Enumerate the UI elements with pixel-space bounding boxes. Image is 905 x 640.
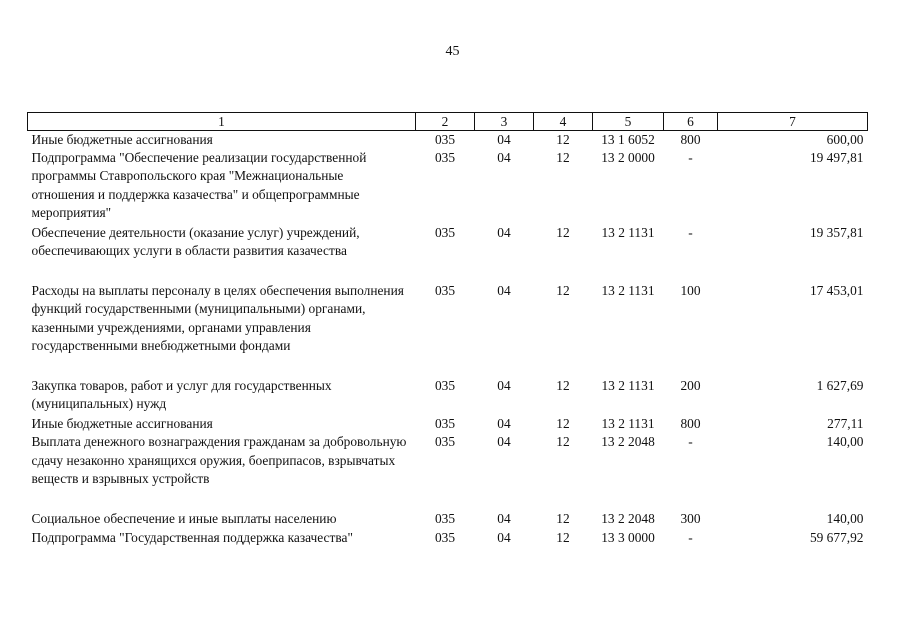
table-row [28,131,868,150]
row-code-2: 035 [434,225,456,241]
row-code-5: 13 2 1131 [601,225,655,241]
row-name: Закупка товаров, работ и услуг для государственных (муниципальных) нужд [31,378,332,412]
row-code-6: 800 [680,132,701,147]
row-code-2: 035 [434,511,456,527]
row-amount: 19 497,81 [809,150,864,166]
table-row [28,224,868,282]
row-code-6: 800 [680,416,701,432]
row-code-3: 04 [497,283,511,299]
row-code-5: 13 2 1131 [601,378,655,394]
row-code-4: 12 [556,416,570,432]
row-code-5: 13 2 1131 [601,416,655,432]
row-amount: 277,11 [827,416,864,432]
row-code-2: 035 [434,416,456,432]
row-code-2: 035 [434,529,456,545]
table-row [28,433,868,510]
row-code-3: 04 [497,529,511,545]
row-code-3: 04 [497,511,511,527]
row-code-6: 300 [680,511,701,527]
row-code-5: 13 3 0000 [601,529,655,545]
row-code-6: - [688,150,693,166]
row-code-3: 04 [497,150,511,166]
row-code-4: 12 [556,132,570,147]
row-code-2: 035 [434,132,456,147]
table-row [28,377,868,415]
row-code-4: 12 [556,225,570,241]
column-header-4: 4 [534,113,593,131]
row-name: Обеспечение деятельности (оказание услуг) учреждений, обеспечивающих услуги в области развития казачества [31,225,360,259]
row-code-6: 100 [680,283,701,299]
row-name: Подпрограмма "Обеспечение реализации государственной программы Ставропольского края "Межнациональные отношения и поддержка казачества" и общепрограммные мероприятия" [31,150,367,220]
page-number: 45 [445,44,460,59]
row-name: Иные бюджетные ассигнования [31,132,213,147]
row-amount: 59 677,92 [809,529,864,545]
row-code-2: 035 [434,150,456,166]
table-row [28,510,868,528]
row-code-4: 12 [556,511,570,527]
row-code-2: 035 [434,434,456,450]
column-header-5: 5 [593,113,664,131]
row-amount: 600,00 [826,132,864,147]
row-code-3: 04 [497,416,511,432]
row-code-5: 13 2 1131 [601,283,655,299]
row-code-4: 12 [556,150,570,166]
row-code-6: - [688,529,693,545]
row-code-4: 12 [556,434,570,450]
table-row [28,529,868,547]
row-amount: 19 357,81 [809,225,864,241]
column-header-7: 7 [718,113,868,131]
row-code-3: 04 [497,132,511,147]
row-name: Подпрограмма "Государственная поддержка казачества" [31,529,353,545]
column-header-1: 1 [28,113,416,131]
row-code-6: - [688,434,693,450]
table-body [28,131,868,547]
row-code-5: 13 2 2048 [601,511,655,527]
table-row [28,282,868,377]
column-header-6: 6 [664,113,718,131]
row-code-4: 12 [556,283,570,299]
row-name: Расходы на выплаты персоналу в целях обеспечения выполнения функций государственными (муниципальными) органами, казенными учреждениями, органами управления государственными внебюджетными фондами [31,283,404,353]
row-code-3: 04 [497,225,511,241]
row-name: Социальное обеспечение и иные выплаты населению [31,511,337,527]
budget-table [27,112,868,547]
row-code-5: 13 2 2048 [601,434,655,450]
row-amount: 140,00 [826,434,864,450]
row-code-2: 035 [434,378,456,394]
row-code-5: 13 1 6052 [601,132,655,147]
table-row [28,149,868,224]
row-amount: 1 627,69 [816,378,864,394]
row-code-4: 12 [556,378,570,394]
row-code-6: 200 [680,378,701,394]
row-amount: 140,00 [826,511,864,527]
row-code-2: 035 [434,283,456,299]
column-header-2: 2 [416,113,475,131]
row-name: Выплата денежного вознаграждения гражданам за добровольную сдачу незаконно хранящихся оружия, боеприпасов, взрывчатых веществ и взрывных устройств [31,434,407,486]
column-header-3: 3 [475,113,534,131]
row-code-3: 04 [497,434,511,450]
row-code-6: - [688,225,693,241]
row-name: Иные бюджетные ассигнования [31,416,213,432]
row-code-5: 13 2 0000 [601,150,655,166]
header-row [28,113,868,131]
row-code-3: 04 [497,378,511,394]
row-amount: 17 453,01 [809,283,864,299]
row-code-4: 12 [556,529,570,545]
table-header [28,113,868,131]
table-row [28,415,868,433]
